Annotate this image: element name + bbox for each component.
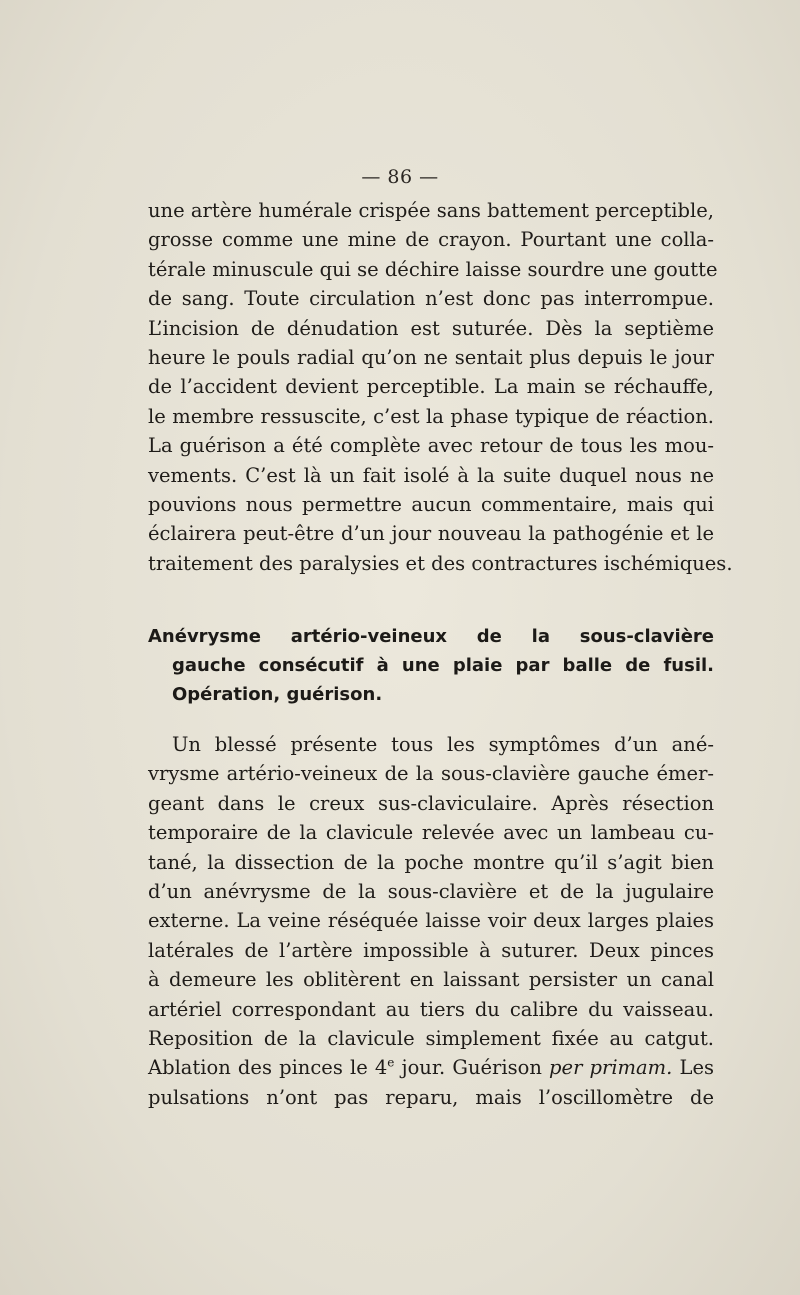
text-line: L’incision de dénudation est suturée. Dès la septième xyxy=(148,316,714,340)
paragraph-case-report xyxy=(148,196,733,578)
text-line: traitement des paralysies et des contractures ischémiques. xyxy=(148,551,733,575)
heading-line: Anévrysme artério-veineux de la sous-clavière xyxy=(148,626,714,647)
heading-line: Opération, guérison. xyxy=(172,684,383,705)
latin-phrase: per primam. xyxy=(549,1056,673,1080)
text-line: le membre ressuscite, c’est la phase typique de réaction. xyxy=(148,404,714,428)
text-line: vements. C’est là un fait isolé à la suite duquel nous ne xyxy=(148,463,714,487)
text-line: à demeure les oblitèrent en laissant persister un canal xyxy=(148,968,714,992)
text-line: tané, la dissection de la poche montre qu’il s’agit bien xyxy=(148,850,714,874)
text-line: artériel correspondant au tiers du calibre du vaisseau. xyxy=(148,997,714,1021)
ablation-suffix: Les xyxy=(672,1056,715,1080)
text-line: pulsations n’ont pas reparu, mais l’oscillomètre de xyxy=(148,1085,714,1109)
text-line: pouvions nous permettre aucun commentaire, mais qui xyxy=(148,492,714,516)
section-heading xyxy=(148,622,714,709)
text-line-ablation xyxy=(148,1053,714,1082)
text-line: térale minuscule qui se déchire laisse sourdre une goutte xyxy=(148,257,718,281)
text-line: vrysme artério-veineux de la sous-clavière gauche émer- xyxy=(148,762,714,786)
text-line: La guérison a été complète avec retour de tous les mou- xyxy=(148,434,714,458)
text-line: grosse comme une mine de crayon. Pourtant une colla- xyxy=(148,228,714,252)
ablation-middle: jour. Guérison xyxy=(394,1056,550,1080)
ordinal-superscript: e xyxy=(387,1055,395,1070)
text-line: externe. La veine réséquée laisse voir deux larges plaies xyxy=(148,909,714,933)
text-line: geant dans le creux sus-claviculaire. Après résection xyxy=(148,791,714,815)
text-line: Reposition de la clavicule simplement fixée au catgut. xyxy=(148,1026,714,1050)
text-line: latérales de l’artère impossible à suturer. Deux pinces xyxy=(148,938,714,962)
text-line: de sang. Toute circulation n’est donc pas interrompue. xyxy=(148,287,714,311)
text-line: heure le pouls radial qu’on ne sentait plus depuis le jour xyxy=(148,345,714,369)
text-line: Un blessé présente tous les symptômes d’un ané- xyxy=(172,733,714,756)
text-line: de l’accident devient perceptible. La main se réchauffe, xyxy=(148,375,714,399)
text-line: une artère humérale crispée sans battement perceptible, xyxy=(148,199,714,222)
paragraph-aneurysm xyxy=(148,730,714,1112)
text-line: temporaire de la clavicule relevée avec un lambeau cu- xyxy=(148,821,714,845)
text-line: d’un anévrysme de la sous-clavière et de la jugulaire xyxy=(148,879,714,903)
text-line: éclairera peut-être d’un jour nouveau la pathogénie et le xyxy=(148,522,714,546)
heading-line: gauche consécutif à une plaie par balle de fusil. xyxy=(172,655,714,676)
page-number: — 86 — xyxy=(361,166,439,188)
ablation-prefix: Ablation des pinces le 4 xyxy=(148,1056,388,1080)
